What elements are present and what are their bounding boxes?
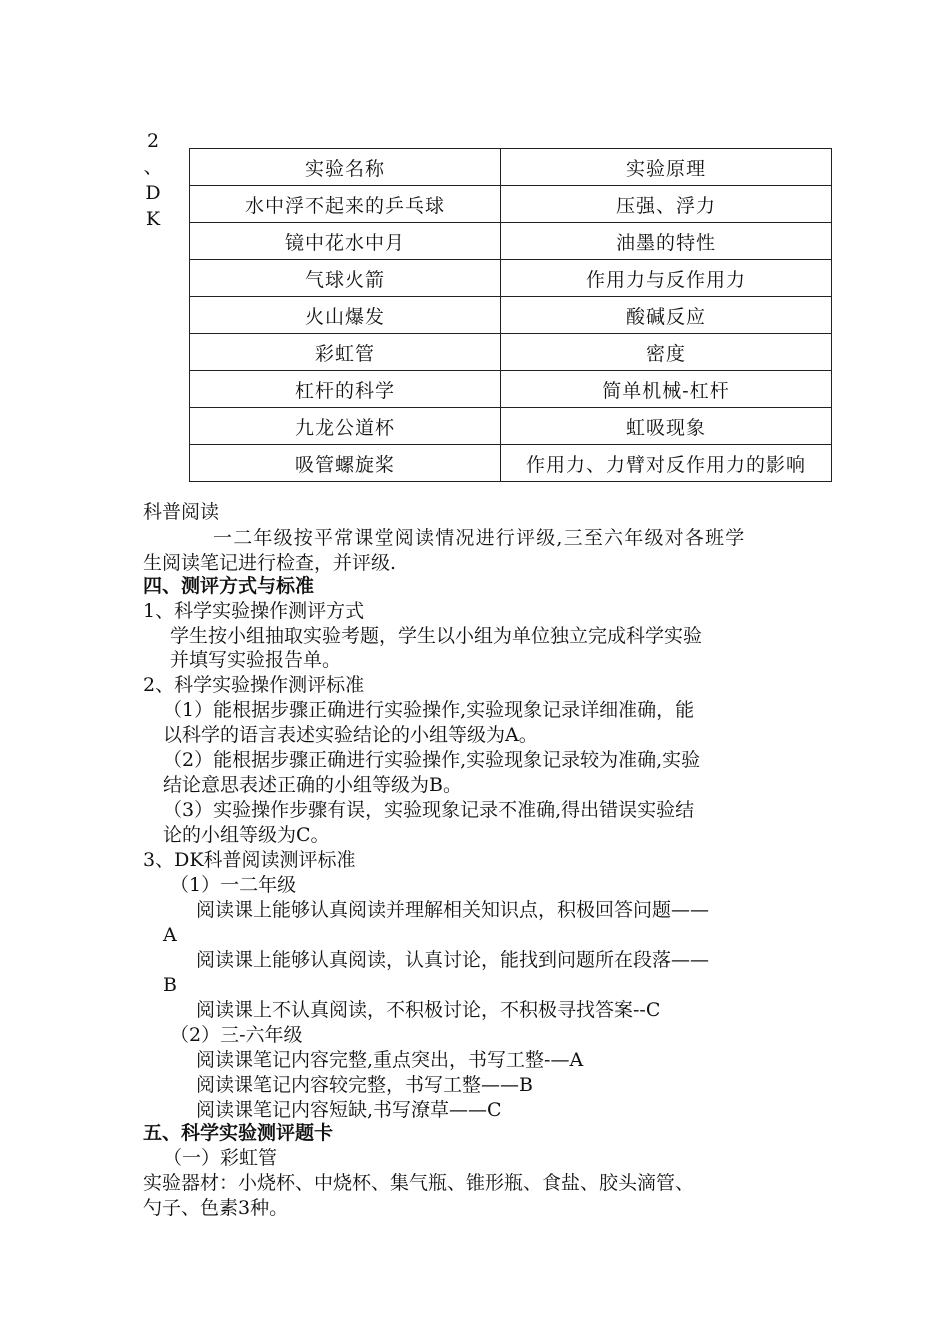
body-line: 勺子、色素3种。: [143, 1197, 289, 1219]
table-row: [190, 260, 832, 297]
body-line: 一二年级按平常课堂阅读情况进行评级,三至六年级对各班学: [213, 527, 746, 549]
header-experiment-principle: 实验原理: [501, 149, 832, 186]
subheading: （一）彩虹管: [163, 1147, 278, 1169]
experiment-name-cell: 九龙公道杯: [190, 408, 501, 445]
body-line: 论的小组等级为C。: [163, 824, 330, 846]
body-line: 阅读课笔记内容较完整，书写工整——B: [196, 1074, 533, 1096]
experiment-name-cell: 镜中花水中月: [190, 223, 501, 260]
subheading: 2、科学实验操作测评标准: [143, 674, 365, 696]
subheading: 3、DK科普阅读测评标准: [143, 849, 356, 871]
body-line: B: [163, 974, 177, 996]
table-row: [190, 223, 832, 260]
experiment-principle-cell: 作用力与反作用力: [501, 260, 832, 297]
vertical-char: 2: [146, 130, 160, 152]
section-heading-4: 四、测评方式与标准: [143, 575, 315, 597]
body-line: （3）实验操作步骤有误，实验现象记录不准确,得出错误实验结: [163, 799, 695, 821]
body-line: 结论意思表述正确的小组等级为B。: [163, 774, 462, 796]
section-heading-5: 五、科学实验测评题卡: [143, 1122, 334, 1144]
table-row: [190, 445, 832, 482]
vertical-char: D: [145, 182, 161, 204]
experiment-principle-cell: 酸碱反应: [501, 297, 832, 334]
table-row: [190, 408, 832, 445]
body-line: 阅读课上能够认真阅读，认真讨论，能找到问题所在段落——: [196, 949, 710, 971]
body-line: （2）能根据步骤正确进行实验操作,实验现象记录较为准确,实验: [163, 749, 701, 771]
body-line: 阅读课上不认真阅读，不积极讨论，不积极寻找答案--C: [196, 999, 661, 1021]
body-line: 并填写实验报告单。: [170, 649, 342, 671]
experiment-principle-cell: 油墨的特性: [501, 223, 832, 260]
body-line: 阅读课上能够认真阅读并理解相关知识点，积极回答问题——: [196, 899, 710, 921]
vertical-char: K: [145, 208, 161, 230]
table-row: [190, 186, 832, 223]
body-line: 生阅读笔记进行检查，并评级.: [143, 552, 397, 574]
experiment-principle-cell: 作用力、力臂对反作用力的影响: [501, 445, 832, 482]
subheading: 1、科学实验操作测评方式: [143, 600, 365, 622]
header-experiment-name: 实验名称: [190, 149, 501, 186]
experiment-name-cell: 水中浮不起来的乒乓球: [190, 186, 501, 223]
body-line: （1）能根据步骤正确进行实验操作,实验现象记录详细准确，能: [163, 699, 695, 721]
experiment-principle-cell: 压强、浮力: [501, 186, 832, 223]
body-line: 阅读课笔记内容短缺,书写潦草——C: [196, 1099, 502, 1121]
body-line: （2）三-六年级: [170, 1024, 303, 1046]
section-number-vertical: [143, 128, 163, 232]
table-row: [190, 371, 832, 408]
subheading-science-reading: 科普阅读: [143, 501, 220, 523]
experiment-principle-cell: 密度: [501, 334, 832, 371]
experiment-name-cell: 杠杆的科学: [190, 371, 501, 408]
experiment-name-cell: 火山爆发: [190, 297, 501, 334]
experiment-name-cell: 气球火箭: [190, 260, 501, 297]
body-line: 学生按小组抽取实验考题，学生以小组为单位独立完成科学实验: [170, 625, 703, 647]
table-header-row: [190, 149, 832, 186]
body-line: 实验器材：小烧杯、中烧杯、集气瓶、锥形瓶、食盐、胶头滴管、: [143, 1172, 695, 1194]
experiment-name-cell: 吸管螺旋桨: [190, 445, 501, 482]
experiment-principle-cell: 虹吸现象: [501, 408, 832, 445]
body-line: A: [163, 924, 177, 946]
body-line: 以科学的语言表述实验结论的小组等级为A。: [163, 724, 538, 746]
table-row: [190, 297, 832, 334]
body-line: 阅读课笔记内容完整,重点突出，书写工整-—A: [196, 1049, 584, 1071]
experiment-name-cell: 彩虹管: [190, 334, 501, 371]
vertical-char: 、: [143, 156, 163, 178]
body-line: （1）一二年级: [170, 874, 297, 896]
experiment-principle-cell: 简单机械-杠杆: [501, 371, 832, 408]
experiment-table: [189, 148, 832, 482]
table-row: [190, 334, 832, 371]
